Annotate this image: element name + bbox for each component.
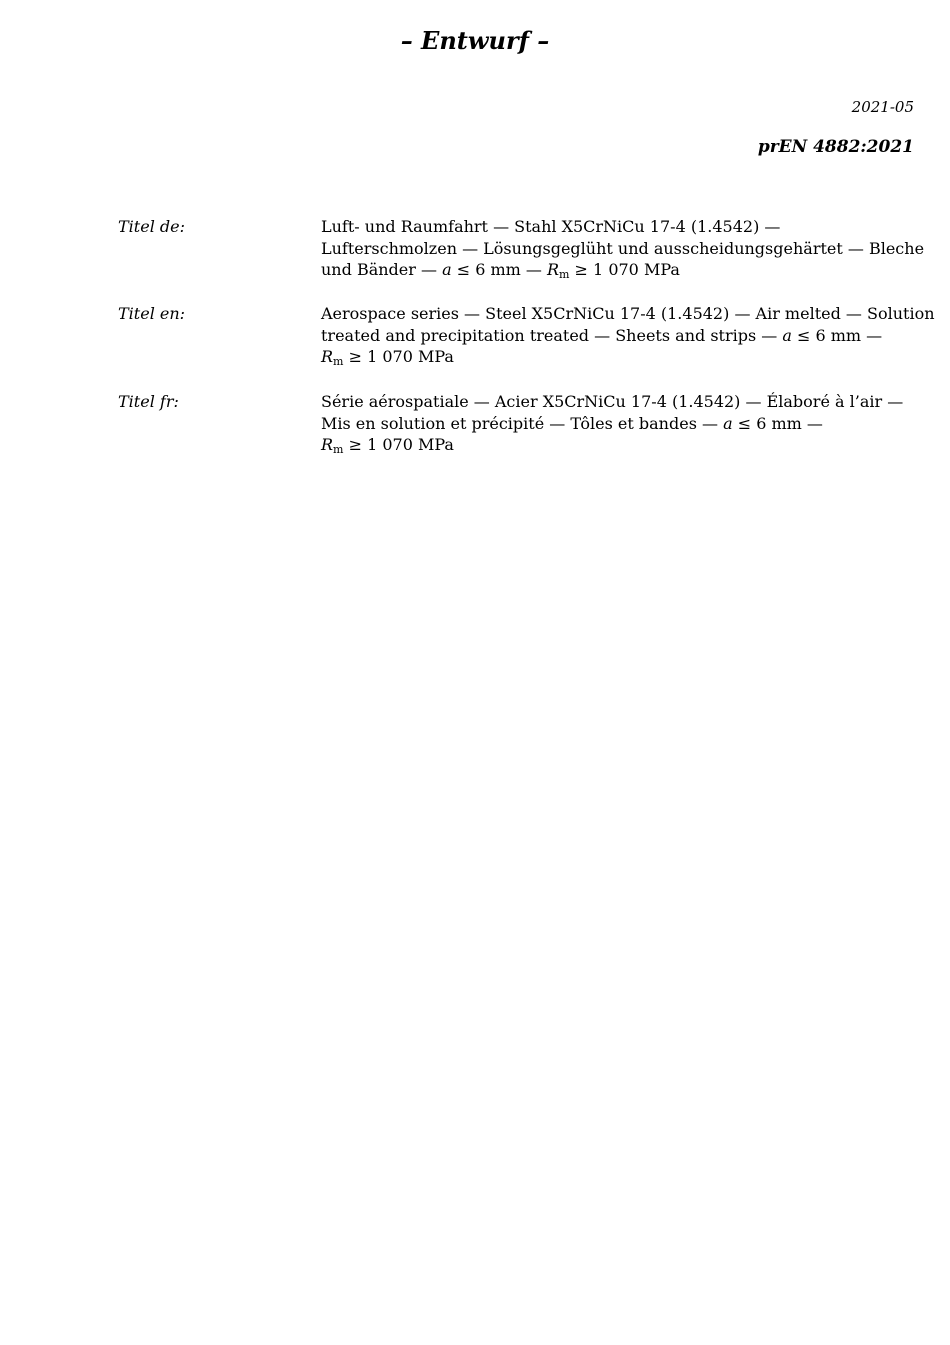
document-number: prEN 4882:2021 <box>757 137 914 157</box>
title-fr-line-2-pre: Mis en solution et précipité — Tôles et bandes — <box>321 413 724 433</box>
title-de-line-3-mid: ≤ 6 mm — <box>451 260 547 279</box>
title-fr-line-3-post: ≥ 1 070 MPa <box>343 435 454 454</box>
thickness-variable: a <box>723 413 733 433</box>
title-en-line-3-post: ≥ 1 070 MPa <box>343 347 454 366</box>
title-en-line-2 <box>321 325 916 347</box>
title-de-line-2: Lufterschmolzen — Lösungsgeglüht und ausscheidungsgehärtet — Bleche <box>321 238 925 258</box>
title-lang-label-fr: Titel fr: <box>118 392 179 411</box>
document-date: 2021-05 <box>851 98 914 116</box>
title-de-line-3-post: ≥ 1 070 MPa <box>569 260 680 279</box>
title-fr-line-2-post: ≤ 6 mm — <box>732 413 823 433</box>
title-text-en <box>321 303 935 368</box>
title-de-line-1: Luft- und Raumfahrt — Stahl X5CrNiCu 17-4 (1.4542) — <box>321 217 781 236</box>
thickness-variable: a <box>782 325 792 345</box>
title-fr-line-2 <box>321 413 916 435</box>
title-en-line-3 <box>321 346 916 368</box>
title-text-de <box>321 216 925 281</box>
title-de-line-3-pre: und Bänder — <box>321 260 443 279</box>
tensile-strength-variable: R <box>321 347 334 366</box>
title-fr-line-3 <box>321 434 916 456</box>
title-en-line-1: Aerospace series — Steel X5CrNiCu 17-4 (1.4542) — Air melted — Solution <box>321 304 935 323</box>
title-en-line-2-post: ≤ 6 mm — <box>791 325 883 345</box>
title-lang-label-en: Titel en: <box>118 304 186 323</box>
tensile-strength-subscript: m <box>559 268 570 281</box>
title-text-fr <box>321 391 916 456</box>
draft-heading: – Entwurf – <box>400 26 550 55</box>
title-en-line-2-pre: treated and precipitation treated — Sheets and strips — <box>321 325 783 345</box>
thickness-variable: a <box>442 260 452 279</box>
tensile-strength-subscript: m <box>333 443 344 456</box>
title-fr-line-1: Série aérospatiale — Acier X5CrNiCu 17-4 (1.4542) — Élaboré à l’air — <box>321 392 904 411</box>
tensile-strength-variable: R <box>546 260 560 279</box>
title-lang-label-de: Titel de: <box>118 217 185 236</box>
title-de-line-3 <box>321 259 916 281</box>
tensile-strength-variable: R <box>321 435 334 454</box>
tensile-strength-subscript: m <box>333 355 344 368</box>
